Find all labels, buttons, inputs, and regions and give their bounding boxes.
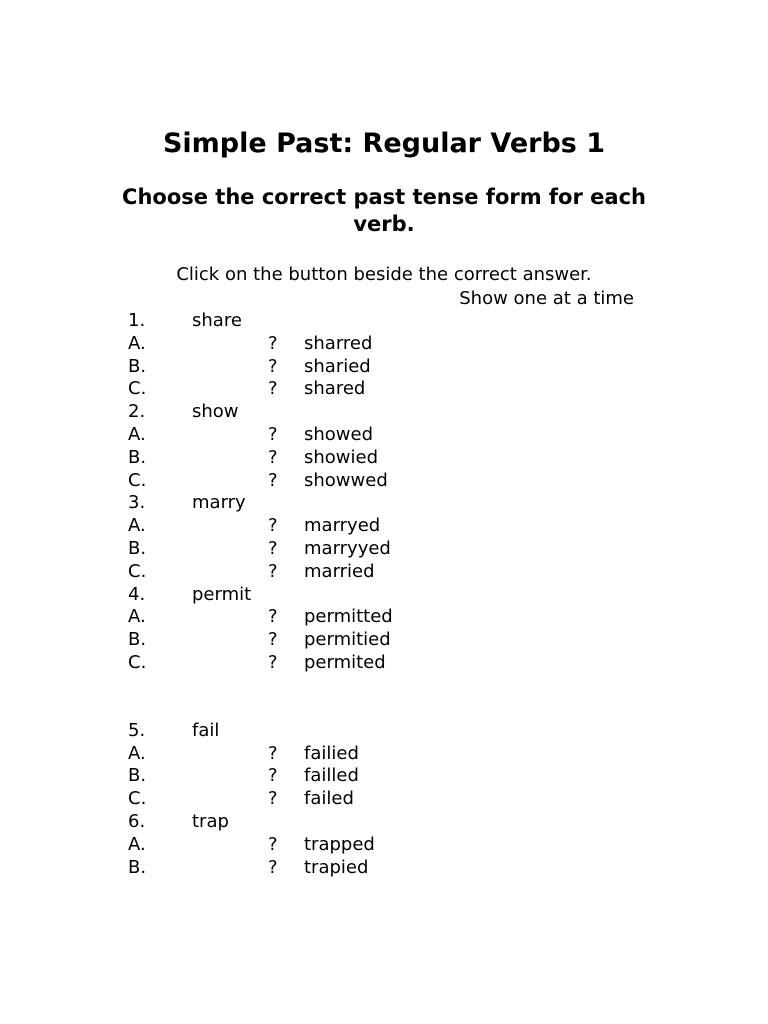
question-row xyxy=(128,492,668,515)
option-letter: B. xyxy=(128,446,147,468)
question-block xyxy=(128,492,668,583)
answer-button[interactable]: ? xyxy=(268,332,278,354)
answer-button[interactable]: ? xyxy=(268,742,278,764)
option-letter: C. xyxy=(128,651,147,673)
option-letter: B. xyxy=(128,629,147,651)
option-letter: C. xyxy=(128,560,147,582)
question-verb: marry xyxy=(192,492,246,514)
answer-button[interactable]: ? xyxy=(268,537,278,559)
answer-button[interactable]: ? xyxy=(268,423,278,445)
option-letter: C. xyxy=(128,378,147,400)
option-text: showied xyxy=(304,446,379,468)
answer-button[interactable]: ? xyxy=(268,378,278,400)
question-number: 5. xyxy=(128,719,146,741)
spacer xyxy=(128,675,668,720)
option-letter: A. xyxy=(128,423,146,445)
option-letter: B. xyxy=(128,355,147,377)
option-letter: A. xyxy=(128,742,146,764)
question-block xyxy=(128,811,668,879)
question-verb: permit xyxy=(192,583,252,605)
option-letter: A. xyxy=(128,606,146,628)
answer-option xyxy=(128,356,668,379)
option-letter: A. xyxy=(128,833,146,855)
question-block xyxy=(128,401,668,492)
question-number: 4. xyxy=(128,583,146,605)
show-one-at-a-time-link[interactable]: Show one at a time xyxy=(459,288,634,309)
answer-option xyxy=(128,765,668,788)
question-verb: trap xyxy=(192,810,229,832)
option-text: failled xyxy=(304,765,359,787)
answer-option xyxy=(128,333,668,356)
answer-option xyxy=(128,834,668,857)
question-number: 6. xyxy=(128,810,146,832)
answer-button[interactable]: ? xyxy=(268,515,278,537)
option-letter: B. xyxy=(128,765,147,787)
option-text: permitied xyxy=(304,629,391,651)
question-row xyxy=(128,811,668,834)
answer-option xyxy=(128,629,668,652)
question-number: 2. xyxy=(128,401,146,423)
answer-button[interactable]: ? xyxy=(268,833,278,855)
answer-option xyxy=(128,515,668,538)
answer-option xyxy=(128,652,668,675)
answer-option xyxy=(128,470,668,493)
option-text: showed xyxy=(304,423,374,445)
option-letter: C. xyxy=(128,469,147,491)
option-text: marryyed xyxy=(304,537,391,559)
question-block xyxy=(128,720,668,811)
option-text: shared xyxy=(304,378,366,400)
question-number: 1. xyxy=(128,310,146,331)
option-letter: B. xyxy=(128,537,147,559)
option-text: permitted xyxy=(304,606,393,628)
option-text: trapped xyxy=(304,833,375,855)
answer-button[interactable]: ? xyxy=(268,765,278,787)
answer-button[interactable]: ? xyxy=(268,446,278,468)
option-text: trapied xyxy=(304,856,369,878)
question-verb: share xyxy=(192,310,242,331)
question-block xyxy=(128,310,668,401)
option-text: showwed xyxy=(304,469,388,491)
question-row xyxy=(128,584,668,607)
question-verb: fail xyxy=(192,719,220,741)
answer-option xyxy=(128,424,668,447)
option-letter: B. xyxy=(128,856,147,878)
answer-option xyxy=(128,857,668,880)
page-subtitle: Choose the correct past tense form for each verb. xyxy=(122,185,646,236)
answer-option xyxy=(128,788,668,811)
answer-button[interactable]: ? xyxy=(268,606,278,628)
answer-button[interactable]: ? xyxy=(268,856,278,878)
answer-button[interactable]: ? xyxy=(268,560,278,582)
answer-button[interactable]: ? xyxy=(268,355,278,377)
option-text: married xyxy=(304,560,375,582)
question-row xyxy=(128,720,668,743)
question-row xyxy=(128,310,668,333)
answer-option xyxy=(128,447,668,470)
option-text: sharied xyxy=(304,355,371,377)
option-text: sharred xyxy=(304,332,373,354)
option-letter: C. xyxy=(128,788,147,810)
option-letter: A. xyxy=(128,332,146,354)
answer-button[interactable]: ? xyxy=(268,651,278,673)
option-letter: A. xyxy=(128,515,146,537)
answer-button[interactable]: ? xyxy=(268,469,278,491)
option-text: failed xyxy=(304,788,354,810)
page-title: Simple Past: Regular Verbs 1 xyxy=(162,128,606,159)
answer-option xyxy=(128,538,668,561)
answer-option xyxy=(128,378,668,401)
option-text: permited xyxy=(304,651,386,673)
answer-button[interactable]: ? xyxy=(268,788,278,810)
answer-option xyxy=(128,743,668,766)
quiz-list xyxy=(128,310,668,879)
option-text: failied xyxy=(304,742,359,764)
question-block xyxy=(128,584,668,675)
question-number: 3. xyxy=(128,492,146,514)
instructions-text: Click on the button beside the correct answer. xyxy=(176,264,592,285)
answer-button[interactable]: ? xyxy=(268,629,278,651)
answer-option xyxy=(128,561,668,584)
option-text: marryed xyxy=(304,515,381,537)
answer-option xyxy=(128,606,668,629)
question-row xyxy=(128,401,668,424)
question-verb: show xyxy=(192,401,239,423)
